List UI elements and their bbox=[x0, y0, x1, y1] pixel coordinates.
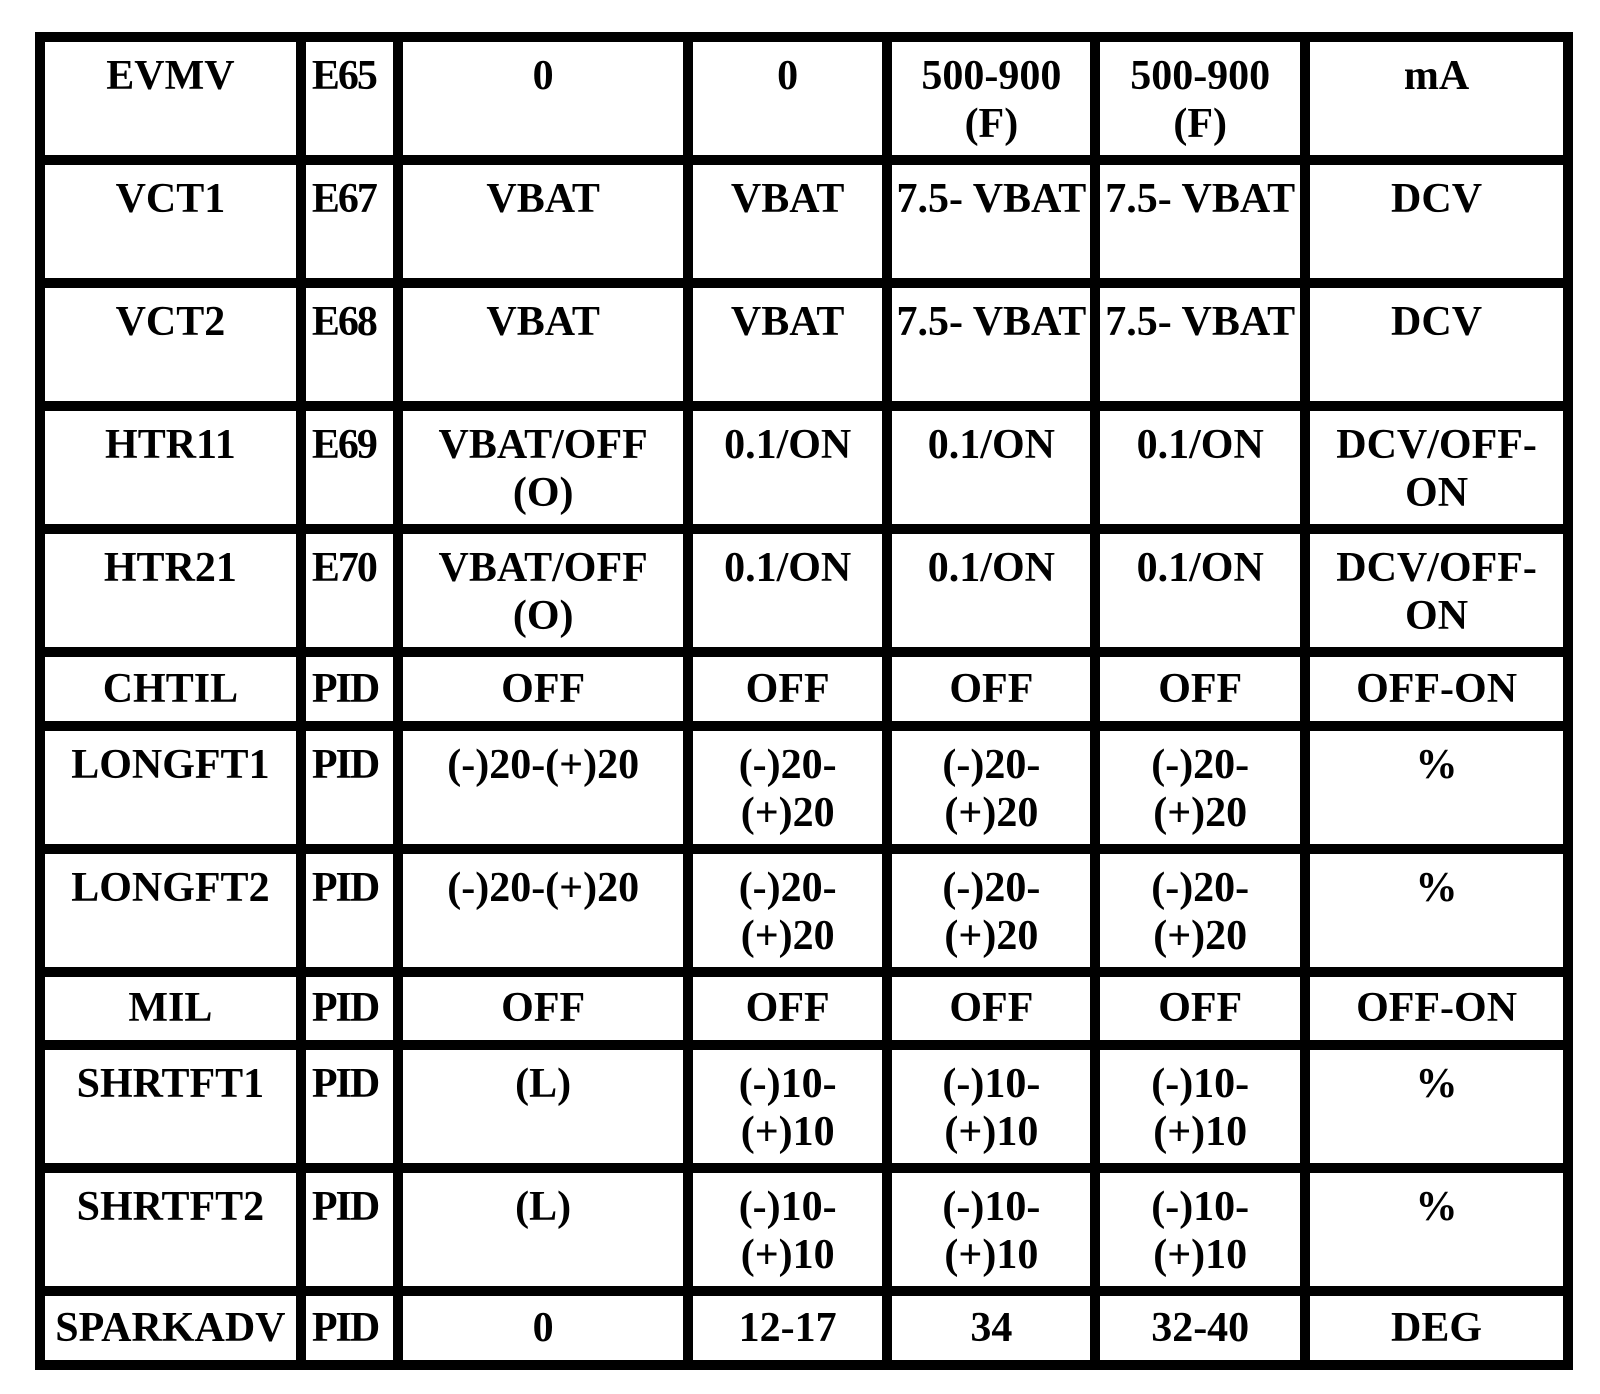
param-cell: MIL bbox=[45, 977, 296, 1041]
spec-table-frame bbox=[35, 32, 1573, 1370]
table-row bbox=[45, 1050, 1563, 1163]
unit-cell: mA bbox=[1310, 42, 1563, 155]
value-cell-2: VBAT bbox=[693, 288, 883, 401]
unit-cell: % bbox=[1310, 1173, 1563, 1286]
param-cell: SHRTFT2 bbox=[45, 1173, 296, 1286]
code-cell: E69 bbox=[306, 411, 394, 524]
value-cell-1: OFF bbox=[403, 657, 682, 721]
value-cell-3: OFF bbox=[892, 977, 1090, 1041]
value-cell-4: 500-900 (F) bbox=[1100, 42, 1300, 155]
table-row bbox=[45, 534, 1563, 647]
value-cell-4: 7.5- VBAT bbox=[1100, 288, 1300, 401]
code-cell: PID bbox=[306, 731, 394, 844]
value-cell-4: OFF bbox=[1100, 977, 1300, 1041]
table-row bbox=[45, 1296, 1563, 1360]
value-cell-4: 0.1/ON bbox=[1100, 411, 1300, 524]
value-cell-2: OFF bbox=[693, 977, 883, 1041]
value-cell-3: (-)10- (+)10 bbox=[892, 1173, 1090, 1286]
table-row bbox=[45, 165, 1563, 278]
param-cell: LONGFT2 bbox=[45, 854, 296, 967]
table-row bbox=[45, 731, 1563, 844]
table-row bbox=[45, 411, 1563, 524]
value-cell-3: 34 bbox=[892, 1296, 1090, 1360]
value-cell-1: (-)20-(+)20 bbox=[403, 854, 682, 967]
value-cell-1: OFF bbox=[403, 977, 682, 1041]
param-cell: HTR21 bbox=[45, 534, 296, 647]
value-cell-3: 7.5- VBAT bbox=[892, 165, 1090, 278]
value-cell-3: (-)20- (+)20 bbox=[892, 854, 1090, 967]
value-cell-4: (-)20- (+)20 bbox=[1100, 731, 1300, 844]
param-cell: VCT1 bbox=[45, 165, 296, 278]
value-cell-1: 0 bbox=[403, 1296, 682, 1360]
value-cell-3: 0.1/ON bbox=[892, 534, 1090, 647]
value-cell-3: 500-900 (F) bbox=[892, 42, 1090, 155]
param-cell: SPARKADV bbox=[45, 1296, 296, 1360]
value-cell-1: VBAT bbox=[403, 288, 682, 401]
value-cell-4: 0.1/ON bbox=[1100, 534, 1300, 647]
value-cell-1: (L) bbox=[403, 1173, 682, 1286]
code-cell: PID bbox=[306, 1050, 394, 1163]
value-cell-3: (-)10- (+)10 bbox=[892, 1050, 1090, 1163]
value-cell-2: VBAT bbox=[693, 165, 883, 278]
unit-cell: DCV/OFF- ON bbox=[1310, 411, 1563, 524]
unit-cell: OFF-ON bbox=[1310, 657, 1563, 721]
param-cell: CHTIL bbox=[45, 657, 296, 721]
code-cell: E65 bbox=[306, 42, 394, 155]
value-cell-4: (-)10- (+)10 bbox=[1100, 1173, 1300, 1286]
code-cell: PID bbox=[306, 1296, 394, 1360]
code-cell: E67 bbox=[306, 165, 394, 278]
table-row bbox=[45, 977, 1563, 1041]
value-cell-4: (-)10- (+)10 bbox=[1100, 1050, 1300, 1163]
table-row bbox=[45, 1173, 1563, 1286]
code-cell: E68 bbox=[306, 288, 394, 401]
value-cell-1: VBAT/OFF (O) bbox=[403, 534, 682, 647]
code-cell: PID bbox=[306, 657, 394, 721]
code-cell: PID bbox=[306, 977, 394, 1041]
value-cell-2: (-)20- (+)20 bbox=[693, 731, 883, 844]
value-cell-1: (L) bbox=[403, 1050, 682, 1163]
value-cell-2: 0.1/ON bbox=[693, 534, 883, 647]
value-cell-3: (-)20- (+)20 bbox=[892, 731, 1090, 844]
value-cell-3: OFF bbox=[892, 657, 1090, 721]
param-cell: EVMV bbox=[45, 42, 296, 155]
unit-cell: DCV bbox=[1310, 288, 1563, 401]
code-cell: E70 bbox=[306, 534, 394, 647]
param-cell: VCT2 bbox=[45, 288, 296, 401]
table-row bbox=[45, 288, 1563, 401]
unit-cell: DCV bbox=[1310, 165, 1563, 278]
value-cell-4: 7.5- VBAT bbox=[1100, 165, 1300, 278]
param-cell: LONGFT1 bbox=[45, 731, 296, 844]
value-cell-2: (-)20- (+)20 bbox=[693, 854, 883, 967]
value-cell-1: VBAT/OFF (O) bbox=[403, 411, 682, 524]
table-row bbox=[45, 657, 1563, 721]
unit-cell: % bbox=[1310, 1050, 1563, 1163]
code-cell: PID bbox=[306, 1173, 394, 1286]
code-cell: PID bbox=[306, 854, 394, 967]
value-cell-3: 0.1/ON bbox=[892, 411, 1090, 524]
value-cell-2: (-)10- (+)10 bbox=[693, 1173, 883, 1286]
value-cell-2: 0.1/ON bbox=[693, 411, 883, 524]
unit-cell: % bbox=[1310, 854, 1563, 967]
value-cell-4: (-)20- (+)20 bbox=[1100, 854, 1300, 967]
value-cell-2: OFF bbox=[693, 657, 883, 721]
value-cell-4: 32-40 bbox=[1100, 1296, 1300, 1360]
value-cell-1: VBAT bbox=[403, 165, 682, 278]
value-cell-2: 0 bbox=[693, 42, 883, 155]
value-cell-1: 0 bbox=[403, 42, 682, 155]
value-cell-2: (-)10- (+)10 bbox=[693, 1050, 883, 1163]
value-cell-4: OFF bbox=[1100, 657, 1300, 721]
unit-cell: DEG bbox=[1310, 1296, 1563, 1360]
value-cell-3: 7.5- VBAT bbox=[892, 288, 1090, 401]
value-cell-1: (-)20-(+)20 bbox=[403, 731, 682, 844]
table-row bbox=[45, 42, 1563, 155]
table-row bbox=[45, 854, 1563, 967]
spec-table bbox=[35, 32, 1573, 1370]
param-cell: SHRTFT1 bbox=[45, 1050, 296, 1163]
unit-cell: % bbox=[1310, 731, 1563, 844]
unit-cell: DCV/OFF- ON bbox=[1310, 534, 1563, 647]
param-cell: HTR11 bbox=[45, 411, 296, 524]
value-cell-2: 12-17 bbox=[693, 1296, 883, 1360]
unit-cell: OFF-ON bbox=[1310, 977, 1563, 1041]
